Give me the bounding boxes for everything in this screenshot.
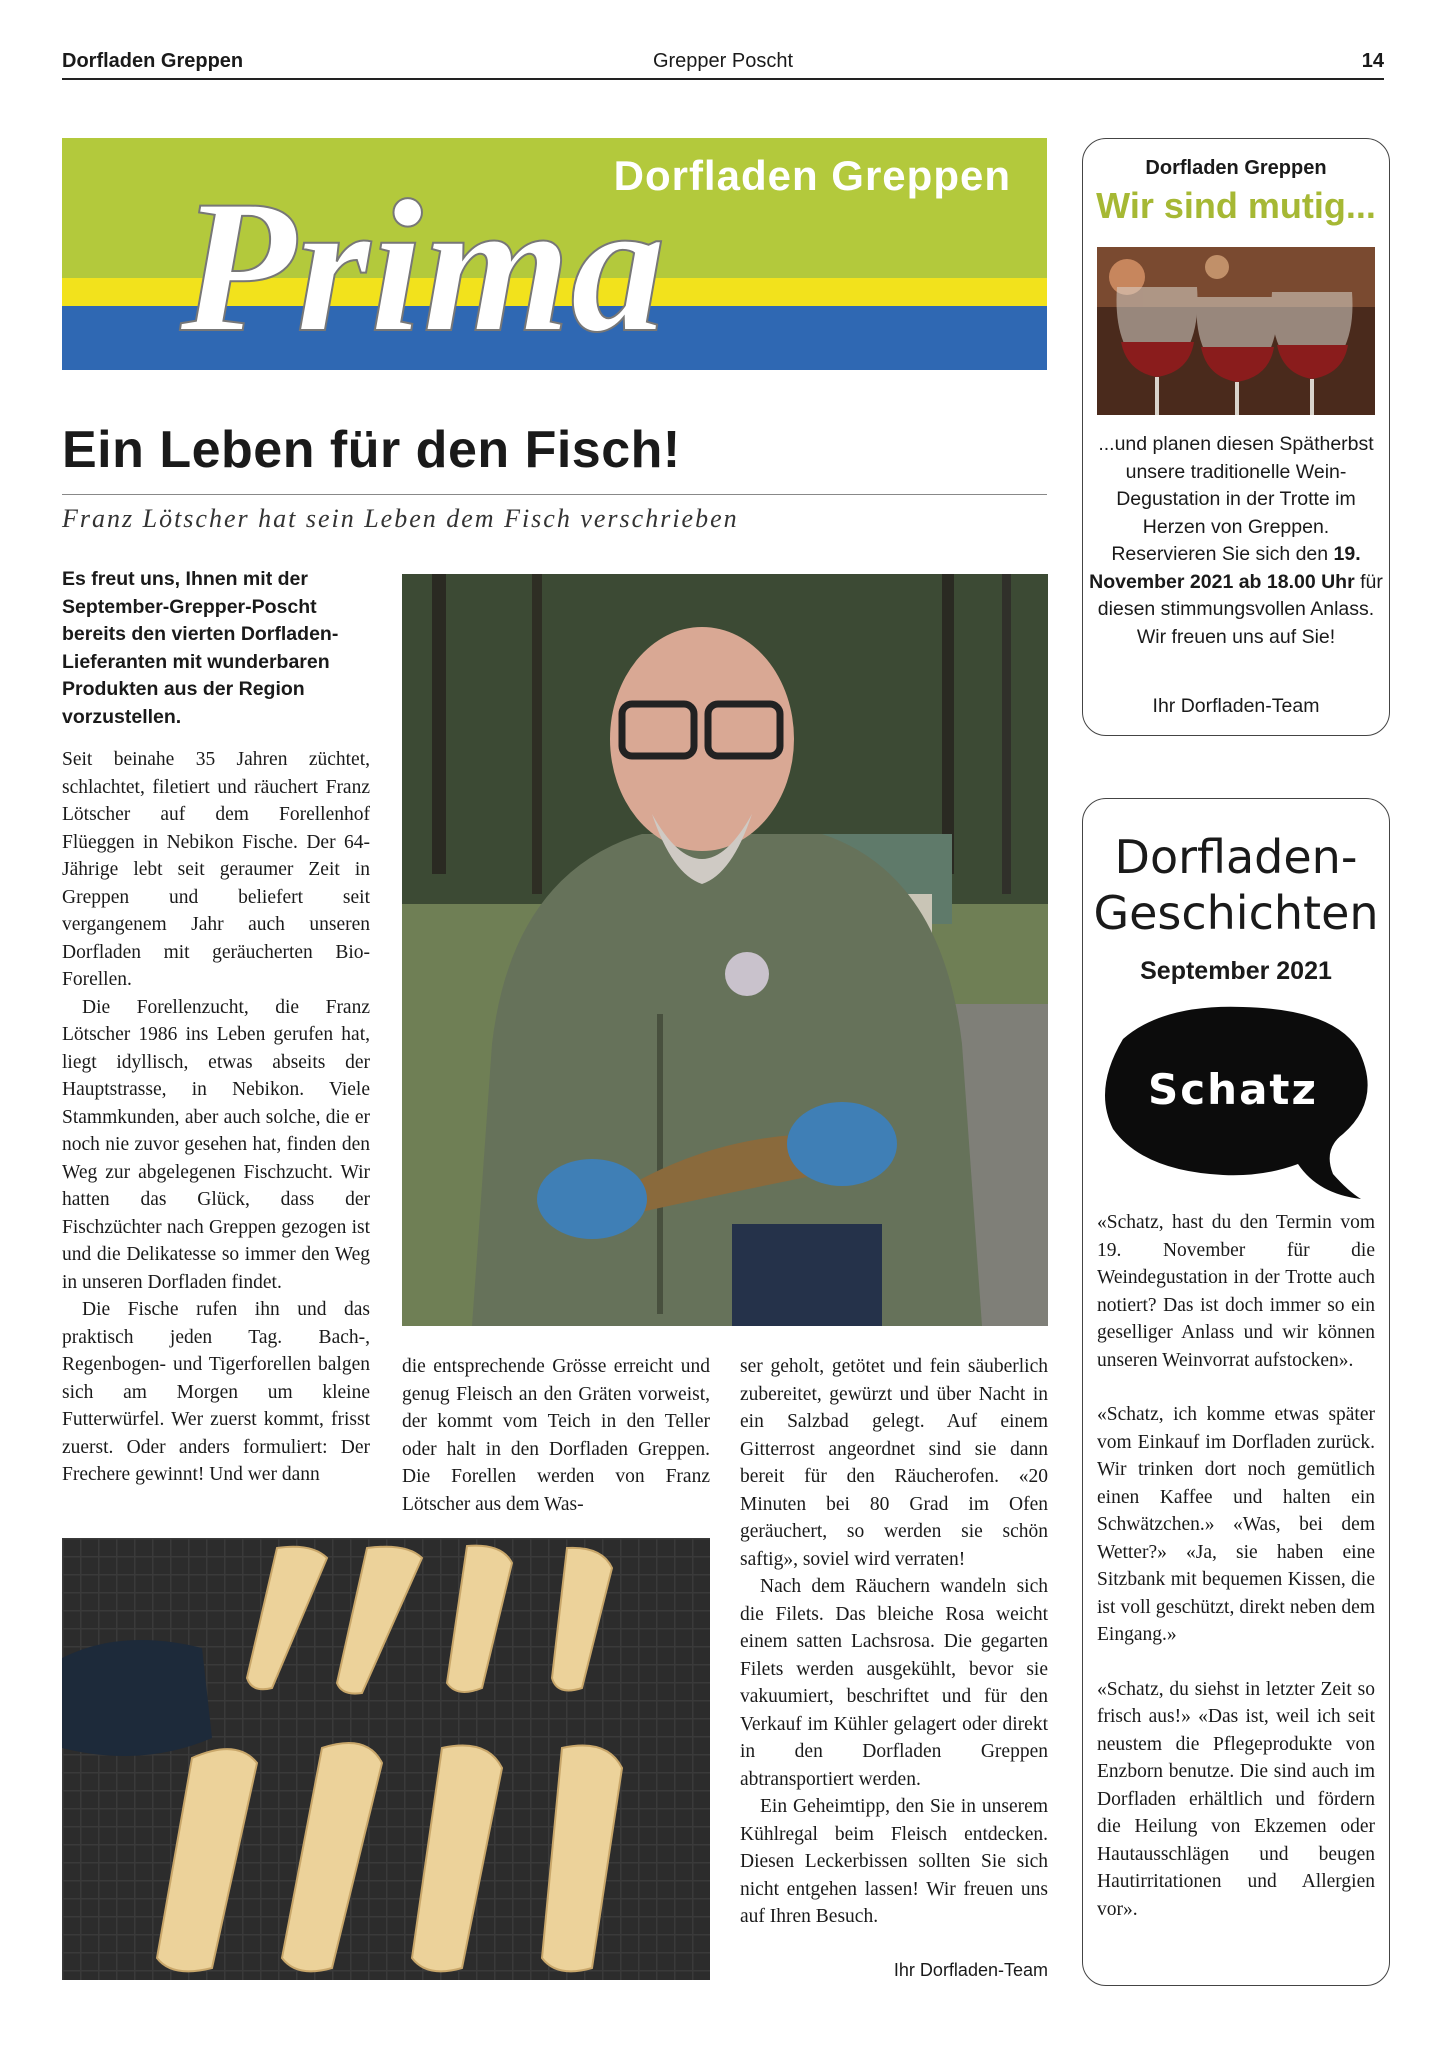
story-paragraph: «Schatz, du siehst in letzter Zeit so frisch aus!» «Das ist, weil ich seit neustem die Pflegeprodukte von Enzborn benutze. Die sind auch im Dorfladen erhältlich und fördern die Heilung von Ekzemen oder Hautausschlägen und beugen Hautirritationen und Allergien vor». [1097, 1678, 1375, 1920]
story-paragraph: «Schatz, hast du den Termin vom 19. November für die Weindegustation in der Trotte auch notiert? Das ist doch immer so ein geselliger Anlass und wir können unseren Weinvorrat aufstocken». [1097, 1212, 1375, 1371]
photo-smoked-fillets [62, 1538, 710, 1980]
wine-text-intro: ...und planen diesen Spätherbst unsere traditionelle Wein-Degustation in der Trotte im Herzen von Greppen. Reservieren Sie sich den [1098, 433, 1374, 565]
article-column-2 [402, 1353, 710, 1518]
article-column-3 [740, 1353, 1048, 1931]
headline-divider [62, 494, 1047, 495]
wine-box-headline: Wir sind mutig... [1096, 185, 1376, 226]
article-paragraph: Ein Geheimtipp, den Sie in unserem Kühlregal beim Fleisch entdecken. Diesen Leckerbissen sollten Sie sich nicht entgehen lassen! Wir freuen uns auf Ihren Besuch. [740, 1796, 1048, 1927]
speech-bubble-word: Schatz [1148, 1065, 1318, 1114]
header-page-number: 14 [1361, 50, 1384, 72]
article-headline: Ein Leben für den Fisch! [62, 421, 681, 479]
article-column-1 [62, 746, 370, 1489]
stories-title [1083, 829, 1389, 941]
running-header [62, 46, 1384, 80]
article-paragraph: Seit beinahe 35 Jahren züchtet, schlachtet, filetiert und räuchert Franz Lötscher auf dem Forellenhof Flüeggen in Nebikon Fische. Der 64-Jährige lebt seit geraumer Zeit in Greppen und beliefert seit vergangenem Jahr auch unseren Dorfladen mit geräucherten Bio-Forellen. [62, 749, 370, 990]
article-paragraph: Nach dem Räuchern wandeln sich die Filets. Das bleiche Rosa weicht einem satten Lachsrosa. Die gegarten Filets werden ausgekühlt, bevor sie vakuumiert, beschriftet und für den Verkauf im Kühler gelagert oder direkt in den Dorfladen Greppen abtransportiert werden. [740, 1576, 1048, 1790]
prima-banner [62, 138, 1047, 370]
article-paragraph: die entsprechende Grösse erreicht und genug Fleisch an den Gräten vorweist, der kommt vom Teich in den Teller oder halt in den Dorfladen Greppen. Die Forellen werden von Franz Lötscher aus dem Was- [402, 1356, 710, 1515]
story-paragraph: «Schatz, ich komme etwas später vom Einkauf im Dorfladen zurück. Wir trinken dort noch gemütlich einen Kaffee und halten ein Schwätzchen.» «Was, bei dem Wetter?» «Ja, sie haben eine Sitzbank mit bequemen Kissen, die ist voll geschützt, direkt neben dem Eingang.» [1097, 1404, 1375, 1645]
photo-wine-glasses [1097, 247, 1375, 415]
article-lead: Es freut uns, Ihnen mit der September-Grepper-Poscht bereits den vierten Dorfladen-Lieferanten mit wunderbaren Produkten aus der Region vorzustellen. [62, 568, 339, 728]
header-publication-name: Grepper Poscht [652, 50, 794, 72]
photo-fish-farmer [402, 574, 1048, 1326]
wine-box-text [1089, 431, 1383, 651]
article-signature: Ihr Dorfladen-Team [893, 1960, 1048, 1980]
wine-event-date: 19. November 2021 ab 18.00 Uhr [1089, 543, 1361, 593]
stories-month: September 2021 [1140, 957, 1332, 985]
stories-body [1097, 1209, 1375, 1950]
article-paragraph: ser geholt, getötet und fein säuberlich zubereitet, gewürzt und über Nacht in ein Salzbad gelegt. Auf einem Gitterrost angeordnet sind sie dann bereit für den Räucherofen. «20 Minuten bei 80 Grad im Ofen geräuchert, so werden sie schön saftig», soviel wird verraten! [740, 1356, 1048, 1570]
sidebar-wine-tasting-box [1082, 138, 1390, 736]
article-paragraph: Die Fische rufen ihn und das praktisch jeden Tag. Bach-, Regenbogen- und Tigerforellen balgen sich am Morgen um kleine Futterwürfel. Wer zuerst kommt, frisst zuerst. Oder anders formuliert: Der Frechere gewinnt! Und wer dann [62, 1299, 370, 1485]
prima-logo-text: Prima [180, 162, 666, 370]
wine-box-label: Dorfladen Greppen [1145, 157, 1327, 179]
stories-title-line-1: Dorfladen- [1114, 830, 1358, 884]
header-section-name: Dorfladen Greppen [62, 50, 244, 72]
sidebar-stories-box [1082, 798, 1390, 1986]
stories-title-line-2: Geschichten [1093, 886, 1379, 940]
banner-title: Dorfladen Greppen [613, 152, 1011, 199]
wine-box-signature: Ihr Dorfladen-Team [1152, 695, 1320, 717]
article-paragraph: Die Forellenzucht, die Franz Lötscher 1986 ins Leben gerufen hat, liegt idyllisch, etwas abseits der Hauptstrasse, in Nebikon. Viele Stammkunden, aber auch solche, die er noch nie zuvor gesehen hat, finden den Weg zur abgelegenen Fischzucht. Wir hatten das Glück, dass der Fischzüchter nach Greppen gezogen ist und die Delikatesse so immer den Weg in unseren Dorfladen findet. [62, 996, 370, 1293]
article-subtitle: Franz Lötscher hat sein Leben dem Fisch verschrieben [62, 504, 739, 533]
wine-text-outro: für diesen stimmungsvollen Anlass. Wir freuen uns auf Sie! [1097, 570, 1383, 648]
